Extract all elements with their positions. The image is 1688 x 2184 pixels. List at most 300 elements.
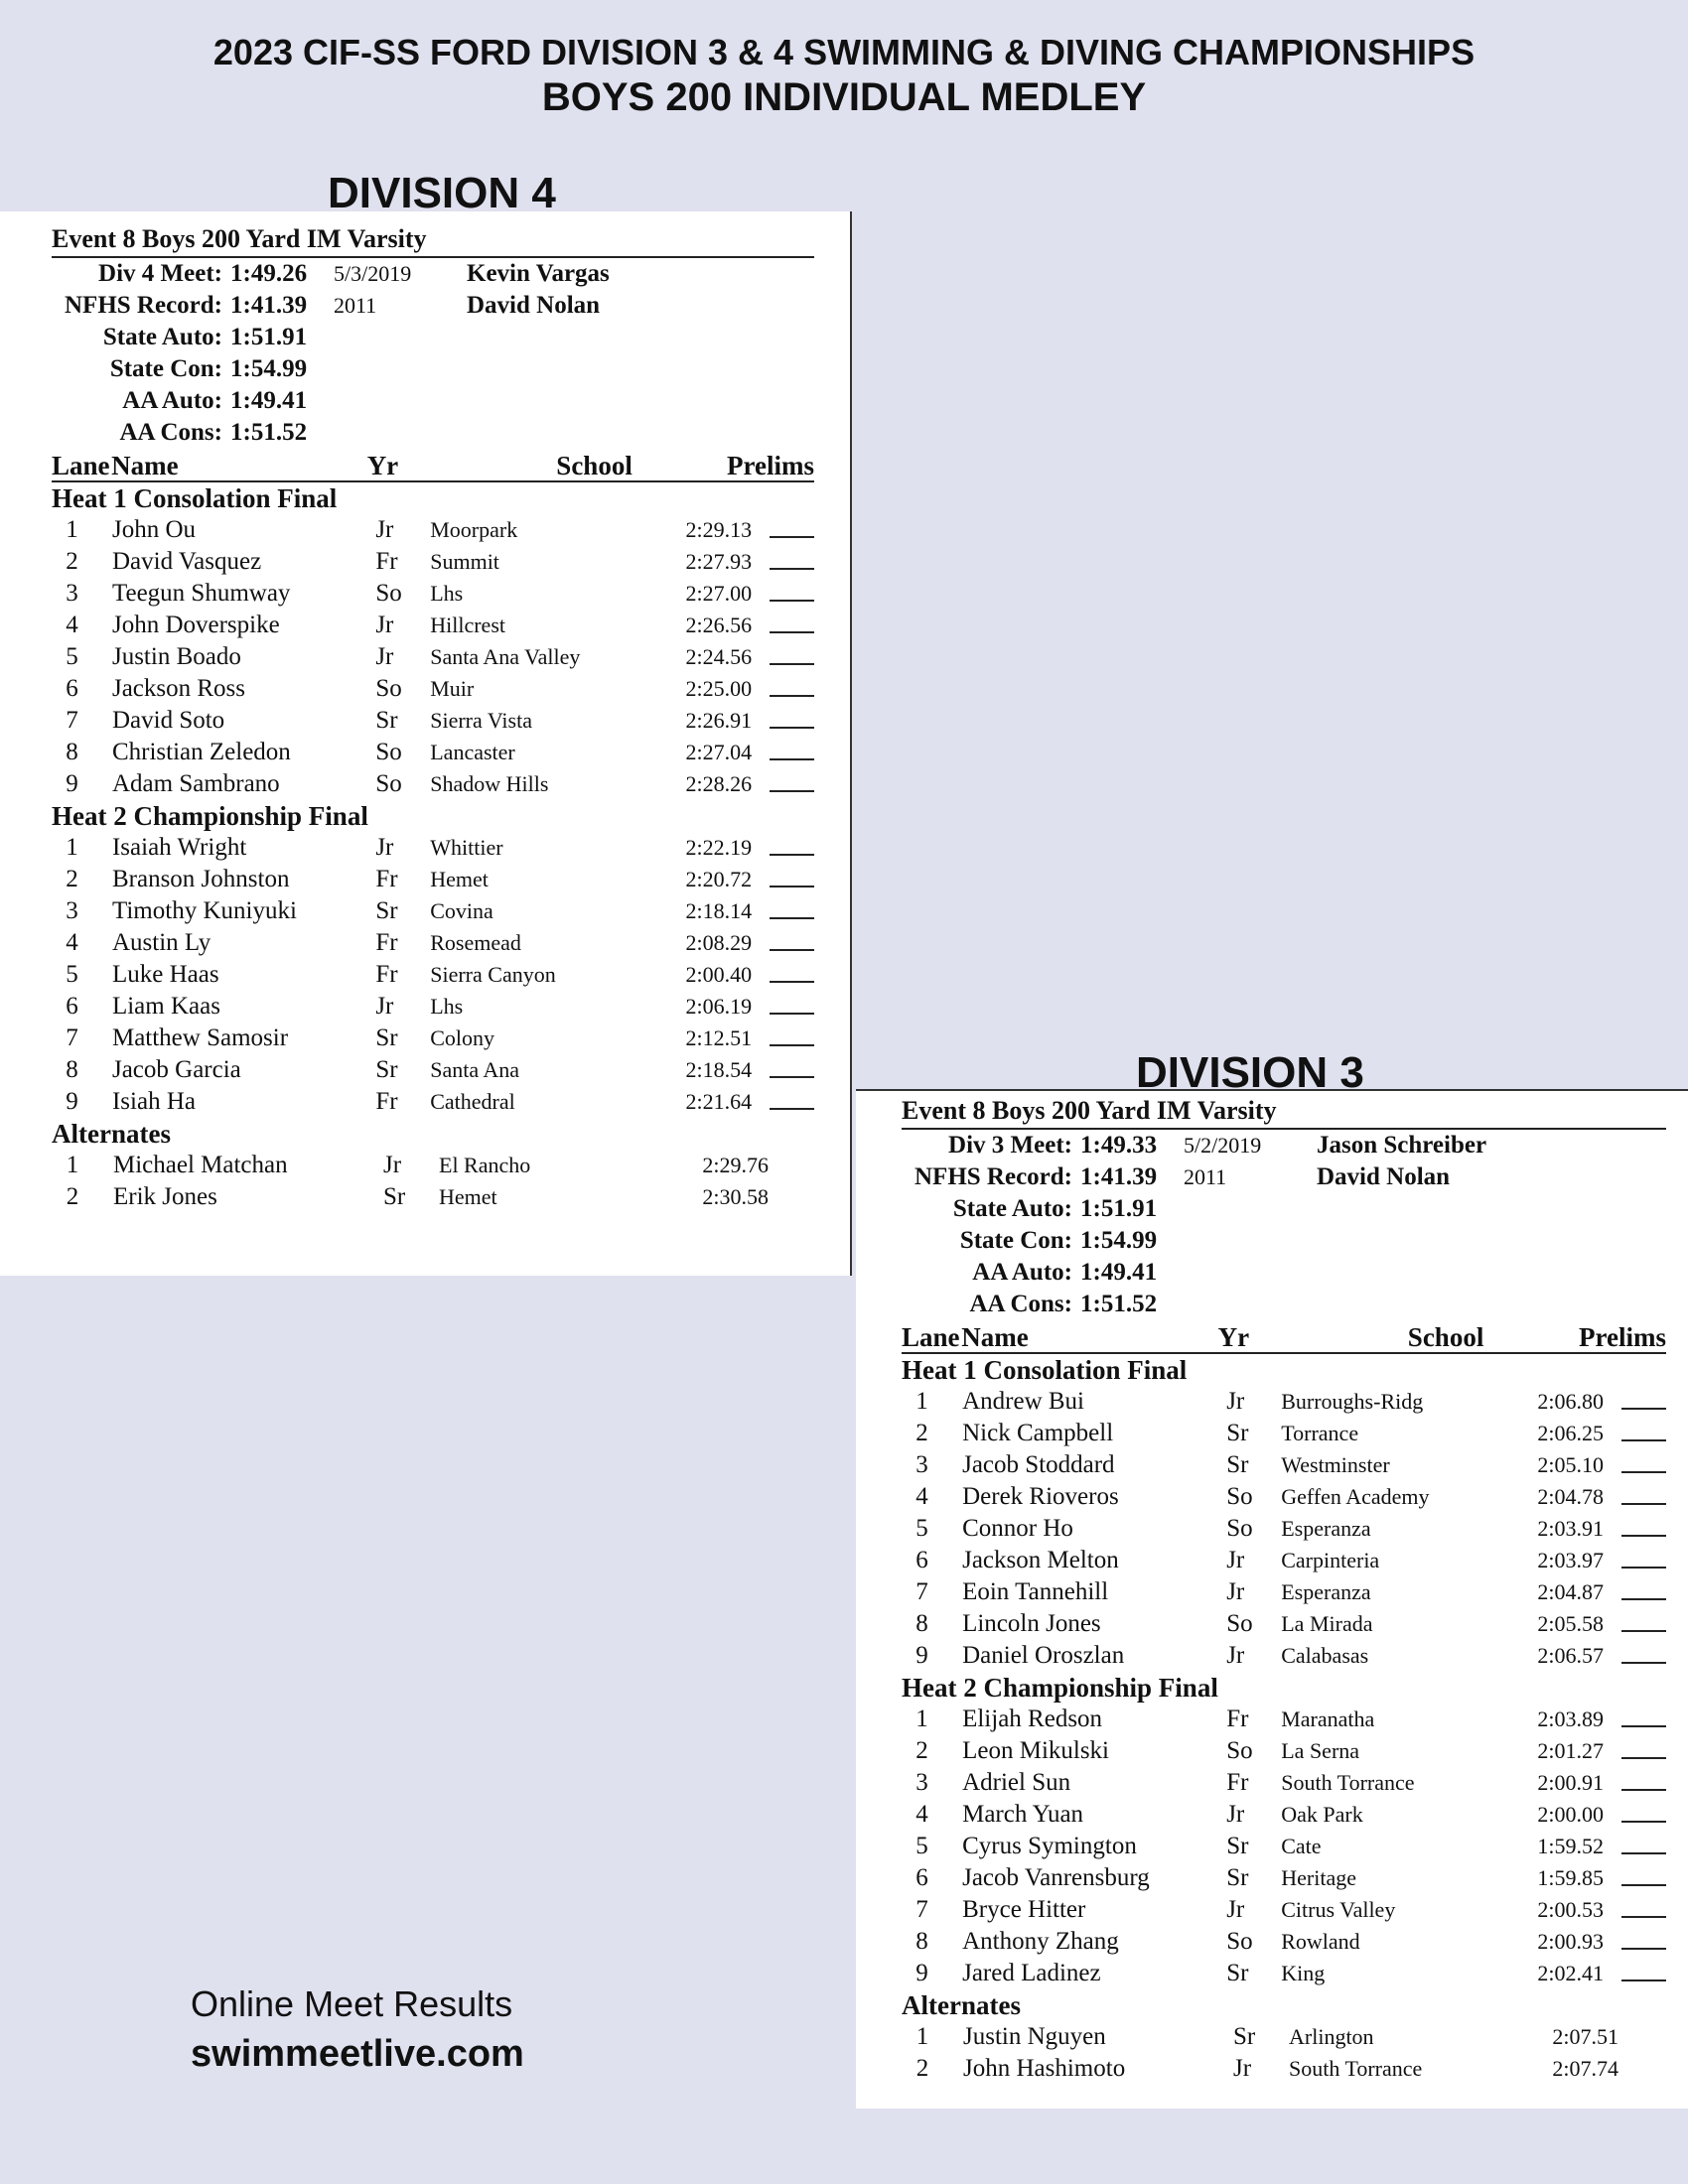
entry-name: Luke Haas [111, 961, 219, 988]
entry-prelim-time: 2:29.76 [702, 1153, 769, 1177]
entry-prelim-time: 2:27.04 [685, 740, 753, 764]
record-label: AA Cons: [969, 1291, 1072, 1317]
entry-school: Santa Ana [430, 1057, 520, 1082]
record-row [902, 1193, 1666, 1225]
entry-name: Bryce Hitter [962, 1896, 1086, 1923]
entry-name: John Doverspike [111, 612, 280, 638]
entry-year: Sr [375, 707, 398, 734]
entry-prelim-time: 2:03.89 [1537, 1706, 1605, 1731]
entry-lane: 4 [66, 929, 78, 956]
entry-finals-blank [770, 641, 814, 665]
entry-row [52, 1150, 814, 1181]
record-date: 2011 [1184, 1164, 1227, 1189]
entry-row [902, 1513, 1666, 1545]
entry-year: Sr [383, 1183, 406, 1210]
entry-prelim-time: 2:00.91 [1537, 1770, 1605, 1795]
entry-school: Esperanza [1281, 1516, 1371, 1541]
entry-lane: 4 [66, 612, 78, 638]
entry-name: Connor Ho [962, 1515, 1073, 1542]
record-row [902, 1161, 1666, 1193]
record-date [334, 322, 467, 353]
record-holder: Kevin Vargas [467, 260, 610, 287]
record-holder [467, 385, 814, 417]
entry-name: Justin Nguyen [963, 2023, 1106, 2050]
record-row [52, 417, 814, 449]
col-yr: Yr [366, 451, 399, 480]
record-holder: David Nolan [1317, 1163, 1451, 1190]
entry-lane: 8 [66, 1056, 78, 1083]
entry-row [52, 514, 814, 546]
entry-lane: 1 [915, 2023, 929, 2050]
entry-name: John Ou [111, 516, 197, 543]
entry-year: Sr [1233, 2023, 1256, 2050]
entry-finals-blank [1621, 1894, 1666, 1918]
entry-lane: 1 [915, 1706, 928, 1732]
entry-row [902, 1799, 1666, 1831]
entry-lane: 7 [66, 707, 78, 734]
entry-finals-blank [1621, 1767, 1666, 1791]
entry-lane: 5 [66, 961, 78, 988]
entry-name: Jared Ladinez [962, 1960, 1101, 1986]
entry-year: So [375, 580, 402, 607]
entry-finals-blank [770, 959, 814, 983]
record-holder [1317, 1257, 1666, 1289]
entry-finals-blank [1621, 1545, 1666, 1569]
record-label: State Auto: [952, 1195, 1072, 1222]
entry-lane: 2 [915, 1737, 928, 1764]
entry-lane: 2 [66, 1183, 79, 1210]
entry-row [902, 1418, 1666, 1449]
record-holder: David Nolan [467, 292, 601, 319]
entry-row [902, 1831, 1666, 1862]
entry-prelim-time: 2:06.19 [685, 994, 753, 1019]
entry-name: David Soto [111, 707, 225, 734]
record-holder [467, 322, 814, 353]
entry-lane: 3 [66, 897, 78, 924]
entry-school: Sierra Canyon [430, 962, 556, 987]
record-label: NFHS Record: [914, 1163, 1072, 1190]
entry-prelim-time: 2:27.00 [685, 581, 753, 606]
entry-year: So [375, 739, 402, 765]
entry-prelim-time: 2:29.13 [685, 517, 753, 542]
entry-prelim-time: 2:20.72 [685, 867, 753, 891]
record-date: 5/2/2019 [1184, 1133, 1262, 1158]
entry-school: Carpinteria [1281, 1548, 1380, 1572]
entry-row [52, 546, 814, 578]
entry-row [902, 1862, 1666, 1894]
entry-lane: 9 [66, 770, 78, 797]
event-heading: Event 8 Boys 200 Yard IM Varsity [902, 1096, 1666, 1130]
heat-heading: Heat 1 Consolation Final [52, 483, 338, 513]
footer-website: swimmeetlive.com [191, 2033, 524, 2075]
entry-prelim-time: 2:03.91 [1537, 1516, 1605, 1541]
entry-year: Jr [1226, 1801, 1245, 1828]
record-holder: Jason Schreiber [1317, 1132, 1487, 1159]
entry-school: Burroughs-Ridg [1281, 1389, 1424, 1414]
entry-name: David Vasquez [111, 548, 262, 575]
record-date [1184, 1289, 1317, 1320]
entry-prelim-time: 2:00.40 [685, 962, 753, 987]
entry-year: So [375, 675, 402, 702]
entry-name: Erik Jones [113, 1183, 217, 1210]
entry-prelim-time: 2:07.51 [1552, 2024, 1618, 2049]
entry-finals-blank [1621, 1926, 1666, 1950]
entry-lane: 9 [915, 1960, 928, 1986]
entry-prelim-time: 2:24.56 [685, 644, 753, 669]
entry-name: March Yuan [962, 1801, 1084, 1828]
entry-school: Hemet [430, 867, 489, 891]
entry-year: Jr [375, 834, 394, 861]
entry-prelim-time: 2:04.87 [1537, 1579, 1605, 1604]
entry-row [902, 1704, 1666, 1735]
division-3-label: DIVISION 3 [1136, 1048, 1364, 1097]
entry-name: Jacob Vanrensburg [962, 1864, 1150, 1891]
entry-finals-blank [1621, 1735, 1666, 1759]
entry-year: Sr [375, 1056, 398, 1083]
entry-lane: 6 [915, 1547, 928, 1573]
entry-prelim-time: 2:02.41 [1537, 1961, 1605, 1985]
entry-prelim-time: 2:21.64 [685, 1089, 753, 1114]
entry-finals-blank [770, 546, 814, 570]
footer-caption: Online Meet Results [191, 1983, 513, 2024]
entry-row [902, 2053, 1666, 2085]
record-label: State Auto: [102, 324, 222, 350]
record-label: State Con: [109, 355, 222, 382]
record-date: 2011 [334, 293, 377, 318]
record-date [1184, 1225, 1317, 1257]
entry-name: Austin Ly [111, 929, 211, 956]
entry-row [52, 705, 814, 737]
entry-lane: 1 [66, 834, 78, 861]
entry-school: Hemet [439, 1184, 497, 1209]
record-label: AA Cons: [119, 419, 222, 446]
entry-lane: 6 [66, 993, 78, 1020]
entry-year: So [1226, 1928, 1253, 1955]
entry-school: Cate [1281, 1834, 1322, 1858]
entry-lane: 4 [915, 1801, 928, 1828]
entry-lane: 3 [915, 1769, 928, 1796]
record-time: 1:49.33 [1080, 1132, 1158, 1159]
entry-school: Cathedral [430, 1089, 515, 1114]
entry-name: Leon Mikulski [962, 1737, 1110, 1764]
entry-finals-blank [1621, 1513, 1666, 1537]
entry-year: Sr [1226, 1960, 1249, 1986]
entry-row [902, 1386, 1666, 1418]
entry-prelim-time: 2:07.74 [1552, 2056, 1618, 2081]
entry-school: El Rancho [439, 1153, 531, 1177]
entry-row [52, 927, 814, 959]
entry-name: Justin Boado [111, 643, 241, 670]
heat-heading: Alternates [902, 1990, 1021, 2020]
entry-prelim-time: 2:00.00 [1537, 1802, 1605, 1827]
record-date [1184, 1193, 1317, 1225]
entry-year: Jr [1226, 1642, 1245, 1669]
entry-row [52, 864, 814, 895]
entry-year: Fr [375, 866, 398, 892]
entry-finals-blank [770, 514, 814, 538]
entry-school: Torrance [1281, 1421, 1359, 1445]
entry-prelim-time: 2:00.93 [1537, 1929, 1605, 1954]
entry-prelim-time: 2:30.58 [702, 1184, 769, 1209]
entry-finals-blank [1621, 1386, 1666, 1410]
entry-lane: 3 [66, 580, 78, 607]
entry-row [902, 1894, 1666, 1926]
record-label: Div 4 Meet: [98, 260, 222, 287]
entry-finals-blank [770, 705, 814, 729]
entry-finals-blank [1621, 1862, 1666, 1886]
entry-school: Rosemead [430, 930, 521, 955]
record-date [334, 353, 467, 385]
heat-heading: Heat 2 Championship Final [902, 1673, 1218, 1703]
entry-school: Maranatha [1281, 1706, 1375, 1731]
col-name: Name [961, 1322, 1029, 1352]
entry-year: So [375, 770, 402, 797]
record-row [902, 1130, 1666, 1161]
record-holder [467, 353, 814, 385]
entry-lane: 6 [915, 1864, 928, 1891]
entry-name: Christian Zeledon [111, 739, 291, 765]
entry-year: Jr [375, 612, 394, 638]
col-yr: Yr [1217, 1322, 1250, 1352]
entry-prelim-time: 2:06.25 [1537, 1421, 1605, 1445]
entry-year: Sr [1226, 1451, 1249, 1478]
entry-row [52, 737, 814, 768]
entry-lane: 1 [66, 1152, 79, 1178]
record-holder [1317, 1289, 1666, 1320]
entry-lane: 2 [66, 866, 78, 892]
entry-finals-blank [770, 610, 814, 633]
entry-lane: 7 [66, 1024, 78, 1051]
record-time: 1:51.52 [230, 419, 308, 446]
entry-year: Jr [1226, 1896, 1245, 1923]
entry-name: Matthew Samosir [111, 1024, 289, 1051]
col-prelims: Prelims [1579, 1322, 1666, 1352]
entry-school: Lancaster [430, 740, 515, 764]
record-date [334, 385, 467, 417]
entry-row [902, 1576, 1666, 1608]
entry-lane: 7 [915, 1578, 928, 1605]
entry-lane: 9 [66, 1088, 78, 1115]
entry-row [902, 1958, 1666, 1989]
entry-name: Cyrus Symington [962, 1833, 1137, 1859]
entry-year: Jr [375, 993, 394, 1020]
entry-name: John Hashimoto [963, 2055, 1126, 2082]
entry-year: Jr [1233, 2055, 1252, 2082]
entry-finals-blank [1621, 1958, 1666, 1981]
entry-school: Summit [430, 549, 499, 574]
record-time: 1:54.99 [1080, 1227, 1158, 1254]
entry-name: Adriel Sun [962, 1769, 1071, 1796]
entry-name: Eoin Tannehill [962, 1578, 1109, 1605]
entry-prelim-time: 2:04.78 [1537, 1484, 1605, 1509]
entry-name: Nick Campbell [962, 1420, 1114, 1446]
record-row [52, 353, 814, 385]
entry-prelim-time: 2:05.10 [1537, 1452, 1605, 1477]
entry-school: Arlington [1289, 2024, 1374, 2049]
entry-row [902, 1608, 1666, 1640]
entry-row [52, 610, 814, 641]
entry-year: Fr [375, 1088, 398, 1115]
entry-year: So [1226, 1737, 1253, 1764]
entry-school: Oak Park [1281, 1802, 1363, 1827]
entry-finals-blank [770, 768, 814, 792]
entry-prelim-time: 2:28.26 [685, 771, 753, 796]
col-school: School [1407, 1322, 1484, 1352]
entry-lane: 1 [66, 516, 78, 543]
record-time: 1:51.91 [230, 324, 308, 350]
entry-name: Teegun Shumway [111, 580, 291, 607]
entry-school: Lhs [430, 994, 464, 1019]
entry-lane: 2 [915, 1420, 928, 1446]
record-label: AA Auto: [972, 1259, 1072, 1286]
entry-name: Elijah Redson [962, 1706, 1103, 1732]
entry-row [52, 895, 814, 927]
record-row [52, 385, 814, 417]
entry-name: Jackson Ross [111, 675, 246, 702]
entry-finals-blank [1621, 1704, 1666, 1727]
record-row [52, 258, 814, 290]
entry-lane: 3 [915, 1451, 928, 1478]
record-row [52, 322, 814, 353]
entry-finals-blank [770, 1054, 814, 1078]
entry-school: South Torrance [1281, 1770, 1415, 1795]
entry-finals-blank [770, 737, 814, 760]
column-headers [902, 1322, 1666, 1354]
record-label: State Con: [959, 1227, 1072, 1254]
entry-name: Anthony Zhang [962, 1928, 1119, 1955]
entry-name: Timothy Kuniyuki [111, 897, 297, 924]
col-lane: Lane [902, 1322, 960, 1352]
entry-row [902, 1735, 1666, 1767]
entry-year: Fr [375, 929, 398, 956]
entry-lane: 1 [915, 1388, 928, 1415]
entry-name: Isaiah Wright [111, 834, 247, 861]
entry-finals-blank [770, 832, 814, 856]
entry-finals-blank [1621, 1799, 1666, 1823]
entry-year: Fr [375, 961, 398, 988]
meet-title: 2023 CIF-SS FORD DIVISION 3 & 4 SWIMMING & DIVING CHAMPIONSHIPS [212, 32, 1476, 72]
entry-finals-blank [770, 673, 814, 697]
entry-row [52, 1086, 814, 1118]
entry-lane: 5 [66, 643, 78, 670]
event-heading: Event 8 Boys 200 Yard IM Varsity [52, 224, 814, 258]
entry-row [52, 959, 814, 991]
division-4-label: DIVISION 4 [328, 169, 556, 217]
heat-heading: Heat 2 Championship Final [52, 801, 368, 831]
entry-prelim-time: 2:25.00 [685, 676, 753, 701]
record-time: 1:49.41 [230, 387, 308, 414]
entry-finals-blank [770, 1086, 814, 1110]
entry-row [52, 991, 814, 1023]
entry-row [52, 832, 814, 864]
entry-row [52, 673, 814, 705]
record-time: 1:49.41 [1080, 1259, 1158, 1286]
entry-year: Sr [375, 897, 398, 924]
entry-school: Citrus Valley [1281, 1897, 1396, 1922]
col-school: School [556, 451, 633, 480]
entry-lane: 7 [915, 1896, 928, 1923]
entry-lane: 5 [915, 1515, 928, 1542]
entry-finals-blank [1621, 1831, 1666, 1854]
entry-school: Calabasas [1281, 1643, 1369, 1668]
heat-heading: Heat 1 Consolation Final [902, 1355, 1188, 1385]
entry-row [52, 1181, 814, 1213]
entry-row [52, 1023, 814, 1054]
entry-lane: 8 [66, 739, 78, 765]
entry-name: Michael Matchan [113, 1152, 288, 1178]
entry-lane: 2 [66, 548, 78, 575]
record-row [902, 1225, 1666, 1257]
entry-school: Moorpark [430, 517, 518, 542]
entry-prelim-time: 2:18.14 [685, 898, 753, 923]
entry-row [902, 1449, 1666, 1481]
entry-row [902, 1767, 1666, 1799]
heat-heading: Alternates [52, 1119, 171, 1149]
entry-name: Jacob Stoddard [962, 1451, 1115, 1478]
entry-prelim-time: 1:59.85 [1537, 1865, 1605, 1890]
record-time: 1:51.52 [1080, 1291, 1158, 1317]
entry-year: Jr [1226, 1578, 1245, 1605]
entry-year: Fr [1226, 1706, 1249, 1732]
division-4-heat-sheet [52, 224, 814, 1213]
entry-lane: 5 [915, 1833, 928, 1859]
entry-name: Jacob Garcia [111, 1056, 241, 1083]
record-time: 1:54.99 [230, 355, 308, 382]
entry-prelim-time: 1:59.52 [1537, 1834, 1605, 1858]
entry-row [902, 1545, 1666, 1576]
entry-prelim-time: 2:05.58 [1537, 1611, 1605, 1636]
record-label: AA Auto: [122, 387, 222, 414]
record-date: 5/3/2019 [334, 261, 412, 286]
entry-year: Jr [383, 1152, 402, 1178]
entry-prelim-time: 2:08.29 [685, 930, 753, 955]
record-time: 1:49.26 [230, 260, 308, 287]
entry-name: Liam Kaas [111, 993, 220, 1020]
entry-school: Sierra Vista [430, 708, 532, 733]
entry-year: Fr [375, 548, 398, 575]
entry-finals-blank [770, 578, 814, 602]
entry-school: King [1281, 1961, 1326, 1985]
record-holder [467, 417, 814, 449]
entry-lane: 9 [915, 1642, 928, 1669]
record-holder [1317, 1225, 1666, 1257]
entry-school: South Torrance [1289, 2056, 1423, 2081]
entry-row [52, 578, 814, 610]
entry-name: Adam Sambrano [111, 770, 280, 797]
record-label: Div 3 Meet: [948, 1132, 1072, 1159]
entry-prelim-time: 2:12.51 [685, 1025, 753, 1050]
entry-year: So [1226, 1483, 1253, 1510]
record-date [1184, 1257, 1317, 1289]
record-row [902, 1257, 1666, 1289]
record-time: 1:41.39 [1080, 1163, 1158, 1190]
entry-prelim-time: 2:27.93 [685, 549, 753, 574]
entry-prelim-time: 2:01.27 [1537, 1738, 1605, 1763]
division-3-heat-sheet [902, 1096, 1666, 2085]
entry-year: Sr [1226, 1833, 1249, 1859]
event-title: BOYS 200 INDIVIDUAL MEDLEY [541, 75, 1147, 119]
entry-prelim-time: 2:06.80 [1537, 1389, 1605, 1414]
entry-school: Whittier [430, 835, 503, 860]
record-holder [1317, 1193, 1666, 1225]
entry-prelim-time: 2:03.97 [1537, 1548, 1605, 1572]
entry-row [52, 768, 814, 800]
entry-school: Geffen Academy [1281, 1484, 1430, 1509]
entry-year: Jr [1226, 1388, 1245, 1415]
entry-finals-blank [1621, 1449, 1666, 1473]
entry-finals-blank [1621, 1418, 1666, 1441]
entry-school: Covina [430, 898, 493, 923]
